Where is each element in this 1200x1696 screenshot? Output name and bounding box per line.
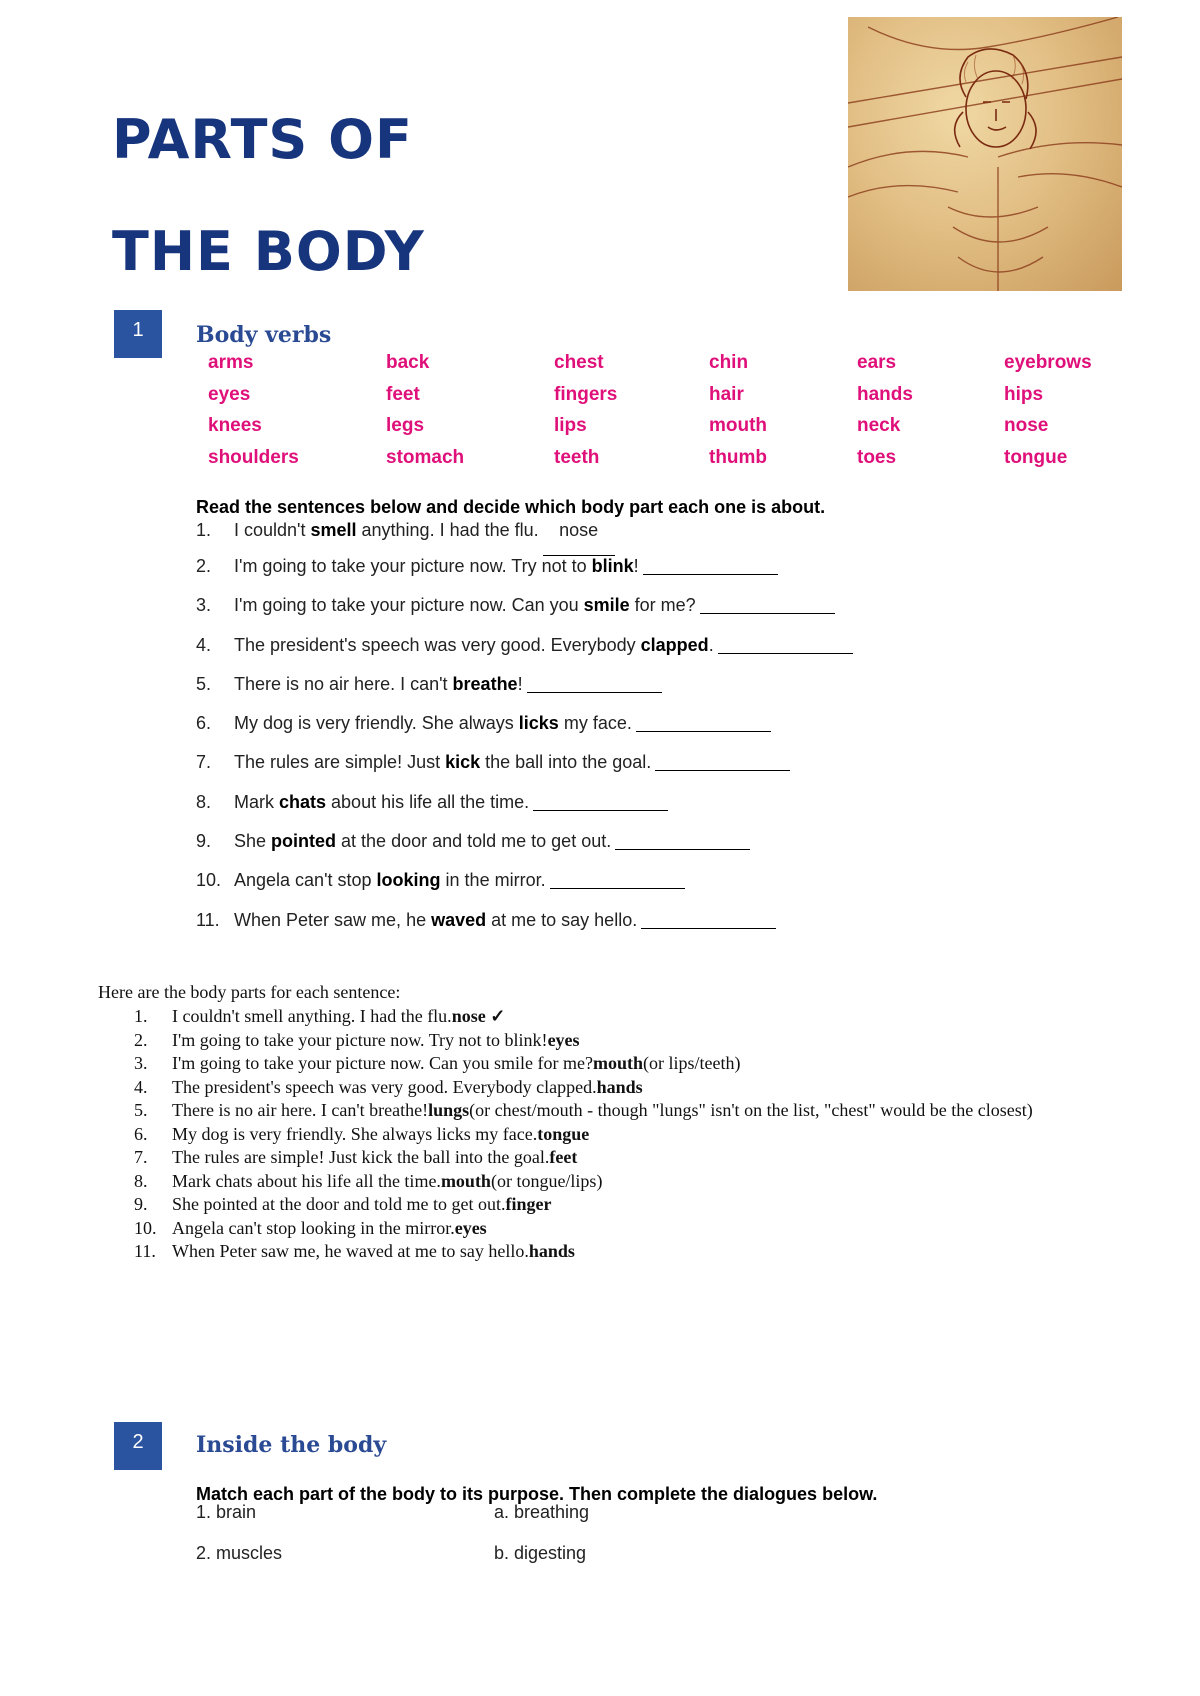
word-bank-item: fingers	[554, 383, 618, 405]
exercise-item	[196, 792, 1096, 831]
section-1-instruction: Read the sentences below and decide which body part each one is about.	[196, 497, 826, 517]
answer-key-item: 11. When Peter saw me, he waved at me to say hello. hands	[134, 1241, 575, 1261]
answer-blank[interactable]	[615, 831, 750, 850]
exercise-item	[196, 831, 1096, 870]
answer-blank[interactable]	[700, 595, 835, 614]
exercise-text: The president's speech was very good. Everybody clapped.	[234, 634, 714, 655]
vitruvian-man-sketch-image	[848, 17, 1122, 291]
exercise-text: The rules are simple! Just kick the ball into the goal.	[234, 752, 652, 773]
word-bank-item: arms	[208, 352, 254, 373]
exercise-item	[196, 595, 1096, 634]
word-bank-item: hands	[857, 383, 913, 405]
answer-key-item: 7. The rules are simple! Just kick the ball into the goal. feet	[134, 1147, 578, 1167]
word-bank-item: mouth	[709, 415, 768, 436]
answer-key-item: 6. My dog is very friendly. She always licks my face. tongue	[134, 1123, 590, 1144]
matching-row	[196, 1543, 1096, 1584]
word-bank-item: hips	[1004, 383, 1044, 405]
word-bank-item: shoulders	[208, 446, 299, 468]
answer-blank[interactable]	[550, 870, 685, 889]
exercise-item	[196, 556, 1096, 595]
answer-key	[98, 982, 1178, 1265]
exercise-text: Angela can't stop looking in the mirror.	[234, 870, 546, 891]
exercise-text: I'm going to take your picture now. Can you smile for me?	[234, 595, 696, 616]
answer-key-item: 5. There is no air here. I can't breathe! lungs (or chest/mouth - though "lungs" isn't on the list, "chest" would be the closest)	[134, 1100, 1033, 1120]
exercise-text: She pointed at the door and told me to get out.	[234, 831, 612, 852]
word-bank-item: lips	[554, 415, 587, 436]
word-bank-item: nose	[1004, 415, 1049, 436]
word-bank-item: legs	[386, 415, 425, 436]
section-2-instruction: Match each part of the body to its purpose. Then complete the dialogues below.	[196, 1484, 878, 1504]
answer-key-intro: Here are the body parts for each sentence:	[98, 982, 401, 1002]
title-line-1: PARTS OF	[112, 108, 413, 171]
answer-key-item: 10. Angela can't stop looking in the mirror. eyes	[134, 1217, 487, 1238]
exercise-text: There is no air here. I can't breathe!	[234, 673, 523, 694]
exercise-number: 3.	[196, 595, 212, 616]
word-bank-item: eyes	[208, 383, 251, 405]
example-answer: nose	[543, 520, 615, 556]
matching-row	[196, 1502, 1096, 1543]
exercise-number: 6.	[196, 713, 212, 734]
word-bank-item: feet	[386, 383, 420, 405]
answer-key-item: 9. She pointed at the door and told me to get out. finger	[134, 1194, 552, 1214]
exercise-number: 1.	[196, 520, 212, 540]
word-bank-item: tongue	[1004, 446, 1068, 468]
exercise-item	[196, 870, 1096, 909]
exercise-number: 4.	[196, 634, 212, 655]
word-bank-item: ears	[857, 352, 897, 373]
matching-body-part: 1. brain	[196, 1502, 257, 1522]
exercise-item	[196, 713, 1096, 752]
exercise-text: My dog is very friendly. She always licks my face.	[234, 713, 632, 734]
word-bank-item: back	[386, 352, 430, 373]
section-1-number-badge: 1	[114, 310, 162, 358]
word-bank-item: hair	[709, 383, 744, 405]
answer-blank[interactable]	[643, 556, 778, 575]
exercise-text: Mark chats about his life all the time.	[234, 791, 530, 812]
answer-blank[interactable]	[641, 910, 776, 929]
word-bank-row	[208, 415, 1128, 447]
answer-blank[interactable]	[533, 792, 668, 811]
answer-blank[interactable]	[636, 713, 771, 732]
exercise-item	[196, 520, 1096, 556]
section-1-title: Body verbs	[196, 322, 332, 348]
exercise-item	[196, 752, 1096, 791]
answer-blank[interactable]	[655, 752, 790, 771]
exercise-item	[196, 635, 1096, 674]
word-bank-item: eyebrows	[1004, 352, 1092, 373]
word-bank-item: chest	[554, 352, 604, 373]
exercise-number: 8.	[196, 791, 212, 812]
word-bank-row	[208, 384, 1128, 416]
answer-key-item: 1. I couldn't smell anything. I had the flu. nose ✓	[134, 1006, 506, 1026]
answer-key-item: 8. Mark chats about his life all the time. mouth (or tongue/lips)	[134, 1170, 603, 1191]
word-bank-item: thumb	[709, 446, 768, 468]
word-bank-item: neck	[857, 415, 901, 436]
answer-key-item: 4. The president's speech was very good. Everybody clapped. hands	[134, 1076, 643, 1097]
answer-key-item: 2. I'm going to take your picture now. Try not to blink! eyes	[134, 1029, 580, 1050]
title-line-2: THE BODY	[112, 220, 425, 283]
section-2-number-badge: 2	[114, 1422, 162, 1470]
word-bank-item: stomach	[386, 446, 465, 468]
word-bank-row	[208, 352, 1128, 384]
word-bank-item: knees	[208, 415, 262, 436]
exercise-number: 9.	[196, 831, 212, 852]
answer-key-item: 3. I'm going to take your picture now. Can you smile for me? mouth (or lips/teeth)	[134, 1053, 741, 1073]
exercise-item	[196, 674, 1096, 713]
exercise-number: 5.	[196, 673, 212, 694]
word-bank-row	[208, 447, 1128, 479]
exercise-item	[196, 910, 1096, 949]
exercise-list	[196, 520, 1096, 949]
exercise-number: 10.	[196, 870, 222, 891]
exercise-text: I'm going to take your picture now. Try not to blink!	[234, 556, 639, 576]
word-bank	[208, 352, 1128, 478]
exercise-text: When Peter saw me, he waved at me to say hello.	[234, 909, 638, 930]
word-bank-item: toes	[857, 446, 897, 468]
exercise-number: 2.	[196, 556, 212, 576]
exercise-number: 11.	[196, 909, 220, 930]
answer-blank[interactable]	[718, 635, 853, 654]
exercise-text: I couldn't smell anything. I had the flu.	[234, 520, 539, 540]
word-bank-item: chin	[709, 352, 749, 373]
section-2-title: Inside the body	[196, 1432, 387, 1458]
matching-purpose: a. breathing	[494, 1502, 590, 1522]
matching-list	[196, 1502, 1096, 1584]
answer-blank[interactable]	[527, 674, 662, 693]
word-bank-item: teeth	[554, 446, 600, 468]
exercise-number: 7.	[196, 752, 212, 773]
matching-purpose: b. digesting	[494, 1543, 587, 1563]
matching-body-part: 2. muscles	[196, 1543, 283, 1563]
